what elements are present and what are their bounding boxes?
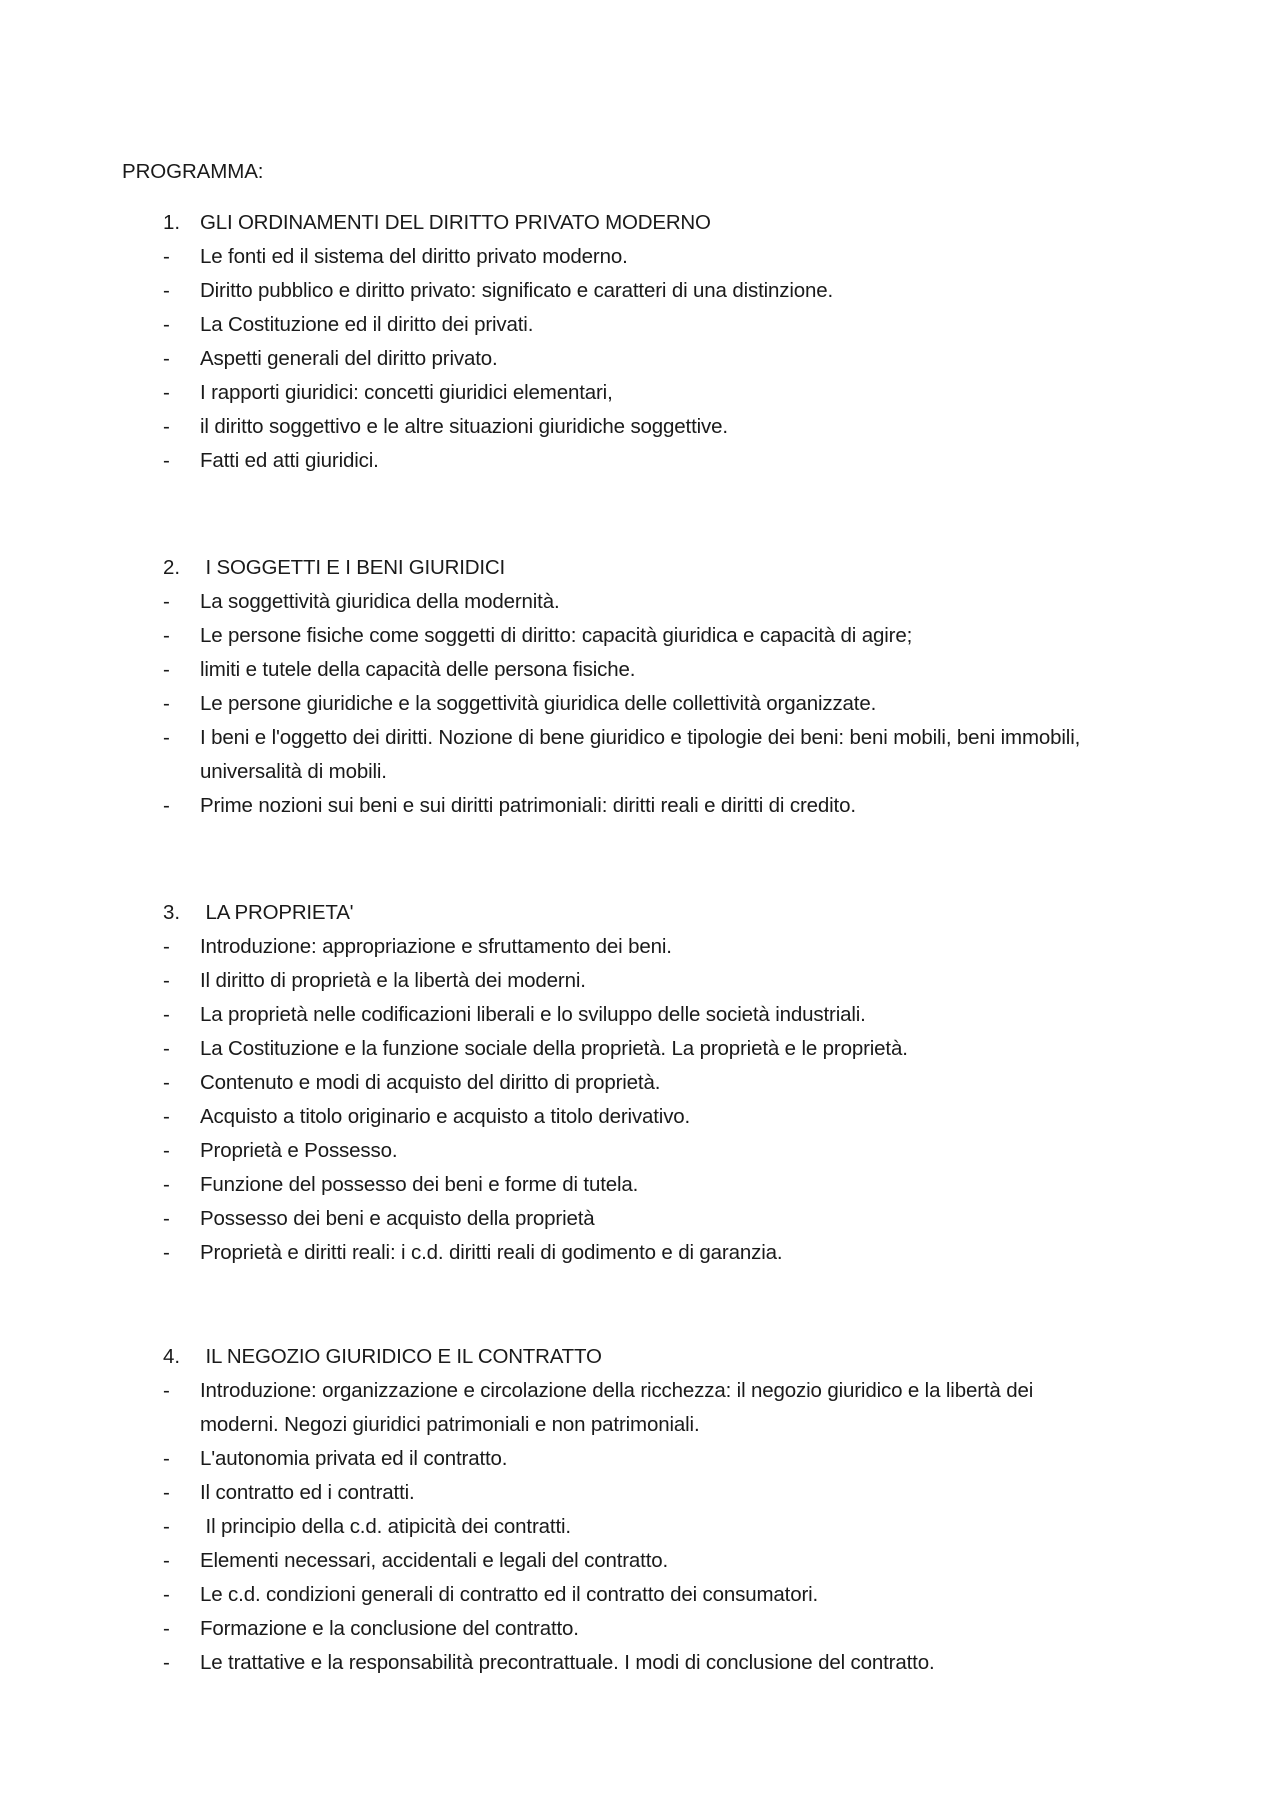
section-2 <box>0 551 1280 823</box>
list-item <box>0 1032 1280 1066</box>
list-item <box>0 1646 1280 1680</box>
bullet-dash: - <box>163 1379 170 1402</box>
list-item-text: Possesso dei beni e acquisto della proprietà <box>200 1207 595 1230</box>
list-item-text: L'autonomia privata ed il contratto. <box>200 1447 508 1470</box>
list-item-text: Aspetti generali del diritto privato. <box>200 347 498 370</box>
list-item-text: La Costituzione e la funzione sociale della proprietà. La proprietà e le proprietà. <box>200 1037 908 1060</box>
bullet-dash: - <box>163 1037 170 1060</box>
list-item-text: I rapporti giuridici: concetti giuridici elementari, <box>200 381 613 404</box>
bullet-dash: - <box>163 1447 170 1470</box>
list-item-text: Prime nozioni sui beni e sui diritti patrimoniali: diritti reali e diritti di credito. <box>200 794 856 817</box>
list-item <box>0 619 1280 653</box>
bullet-dash: - <box>163 245 170 268</box>
list-item-text: La soggettività giuridica della modernità. <box>200 590 560 613</box>
list-item <box>0 653 1280 687</box>
bullet-dash: - <box>163 1651 170 1674</box>
list-item-text: Le fonti ed il sistema del diritto privato moderno. <box>200 245 628 268</box>
list-item <box>0 1612 1280 1646</box>
list-item <box>0 1476 1280 1510</box>
section-title: LA PROPRIETA' <box>200 901 354 924</box>
list-item-text: limiti e tutele della capacità delle persona fisiche. <box>200 658 636 681</box>
bullet-dash: - <box>163 1549 170 1572</box>
section-heading <box>0 551 1280 585</box>
section-number: 1. <box>163 211 181 234</box>
list-item <box>0 789 1280 823</box>
list-item-text: Diritto pubblico e diritto privato: significato e caratteri di una distinzione. <box>200 279 834 302</box>
list-item <box>0 1168 1280 1202</box>
list-item-text: Proprietà e Possesso. <box>200 1139 398 1162</box>
bullet-dash: - <box>163 590 170 613</box>
list-item-text: Le trattative e la responsabilità precontrattuale. I modi di conclusione del contratto. <box>200 1651 935 1674</box>
bullet-dash: - <box>163 347 170 370</box>
bullet-dash: - <box>163 624 170 647</box>
document-title: PROGRAMMA: <box>122 160 264 183</box>
bullet-dash: - <box>163 1003 170 1026</box>
list-item <box>0 1066 1280 1100</box>
section-number: 4. <box>163 1345 181 1368</box>
list-item <box>0 930 1280 964</box>
list-item-text: Formazione e la conclusione del contratto. <box>200 1617 579 1640</box>
bullet-dash: - <box>163 1173 170 1196</box>
bullet-dash: - <box>163 415 170 438</box>
bullet-dash: - <box>163 658 170 681</box>
list-item <box>0 1544 1280 1578</box>
list-item-text: La Costituzione ed il diritto dei privati. <box>200 313 534 336</box>
list-item-text: La proprietà nelle codificazioni liberali e lo sviluppo delle società industriali. <box>200 1003 866 1026</box>
list-item <box>0 1236 1280 1270</box>
section-heading <box>0 206 1280 240</box>
bullet-dash: - <box>163 969 170 992</box>
bullet-dash: - <box>163 1207 170 1230</box>
bullet-dash: - <box>163 1139 170 1162</box>
list-item <box>0 274 1280 308</box>
bullet-dash: - <box>163 726 170 749</box>
list-item-text: Il diritto di proprietà e la libertà dei moderni. <box>200 969 586 992</box>
bullet-dash: - <box>163 449 170 472</box>
list-item-text: Acquisto a titolo originario e acquisto a titolo derivativo. <box>200 1105 691 1128</box>
bullet-dash: - <box>163 313 170 336</box>
list-item <box>0 964 1280 998</box>
section-3 <box>0 896 1280 1270</box>
list-item <box>0 998 1280 1032</box>
section-title: GLI ORDINAMENTI DEL DIRITTO PRIVATO MODERNO <box>200 211 711 234</box>
list-item-text: Introduzione: organizzazione e circolazione della ricchezza: il negozio giuridico e la libertà dei moderni. Negozi giuridici patrimoniali e non patrimoniali. <box>200 1379 1034 1436</box>
list-item-text: Proprietà e diritti reali: i c.d. diritti reali di godimento e di garanzia. <box>200 1241 783 1264</box>
list-item-text: Il contratto ed i contratti. <box>200 1481 415 1504</box>
list-item-text: Elementi necessari, accidentali e legali del contratto. <box>200 1549 669 1572</box>
section-number: 2. <box>163 556 181 579</box>
bullet-dash: - <box>163 692 170 715</box>
list-item <box>0 721 1280 789</box>
bullet-dash: - <box>163 935 170 958</box>
list-item-text: Funzione del possesso dei beni e forme di tutela. <box>200 1173 639 1196</box>
list-item <box>0 240 1280 274</box>
list-item <box>0 1134 1280 1168</box>
list-item <box>0 444 1280 478</box>
list-item-text: il diritto soggettivo e le altre situazioni giuridiche soggettive. <box>200 415 728 438</box>
list-item <box>0 1202 1280 1236</box>
section-heading <box>0 896 1280 930</box>
list-item-text: Contenuto e modi di acquisto del diritto di proprietà. <box>200 1071 661 1094</box>
list-item <box>0 687 1280 721</box>
bullet-dash: - <box>163 1515 170 1538</box>
bullet-dash: - <box>163 279 170 302</box>
list-item-text: Le c.d. condizioni generali di contratto ed il contratto dei consumatori. <box>200 1583 819 1606</box>
list-item-text: Le persone giuridiche e la soggettività giuridica delle collettività organizzate. <box>200 692 877 715</box>
bullet-dash: - <box>163 1583 170 1606</box>
section-heading <box>0 1340 1280 1374</box>
bullet-dash: - <box>163 1241 170 1264</box>
list-item <box>0 410 1280 444</box>
list-item-text: Il principio della c.d. atipicità dei contratti. <box>200 1515 571 1538</box>
list-item <box>0 1578 1280 1612</box>
list-item-text: Introduzione: appropriazione e sfruttamento dei beni. <box>200 935 672 958</box>
section-1 <box>0 206 1280 478</box>
bullet-dash: - <box>163 381 170 404</box>
bullet-dash: - <box>163 1071 170 1094</box>
section-number: 3. <box>163 901 181 924</box>
list-item <box>0 1100 1280 1134</box>
section-title: I SOGGETTI E I BENI GIURIDICI <box>200 556 505 579</box>
list-item <box>0 585 1280 619</box>
list-item-text: I beni e l'oggetto dei diritti. Nozione di bene giuridico e tipologie dei beni: beni mobili, beni immobili, universalità di mobili. <box>200 726 1081 783</box>
list-item <box>0 1510 1280 1544</box>
list-item <box>0 308 1280 342</box>
list-item-text: Fatti ed atti giuridici. <box>200 449 379 472</box>
bullet-dash: - <box>163 1105 170 1128</box>
bullet-dash: - <box>163 1617 170 1640</box>
list-item-text: Le persone fisiche come soggetti di diritto: capacità giuridica e capacità di agire; <box>200 624 913 647</box>
section-4 <box>0 1340 1280 1680</box>
bullet-dash: - <box>163 1481 170 1504</box>
list-item <box>0 1442 1280 1476</box>
list-item <box>0 1374 1280 1442</box>
list-item <box>0 342 1280 376</box>
bullet-dash: - <box>163 794 170 817</box>
list-item <box>0 376 1280 410</box>
section-title: IL NEGOZIO GIURIDICO E IL CONTRATTO <box>200 1345 602 1368</box>
